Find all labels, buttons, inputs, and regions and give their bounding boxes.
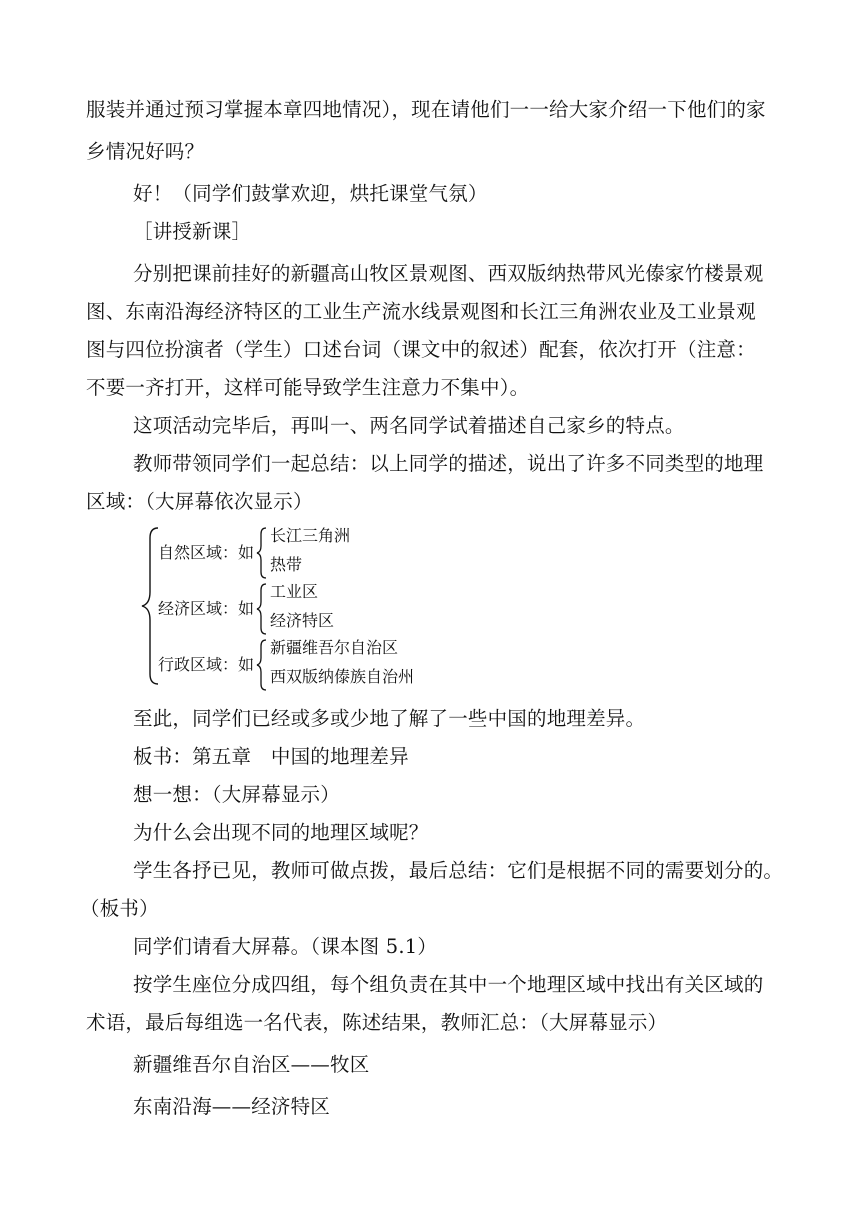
paragraph-line: 这项活动完毕后，再叫一、两名同学试着描述自己家乡的特点。 [133, 414, 685, 437]
natural-region-label: 自然区域：如 [158, 543, 255, 562]
paragraph-line: 不要一齐打开，这样可能导致学生注意力不集中）。 [86, 376, 530, 399]
paragraph-line: 区域：（大屏幕依次显示） [86, 490, 313, 513]
paragraph-line: 东南沿海——经济特区 [133, 1095, 331, 1118]
natural-region-item: 长江三角洲 [270, 526, 351, 545]
paragraph-line: 学生各抒已见，教师可做点拨，最后总结：它们是根据不同的需要划分的。 [133, 859, 784, 882]
region-classification-diagram [140, 522, 460, 692]
paragraph-line: 同学们请看大屏幕。（课本图 5.1） [133, 935, 438, 958]
economic-region-label: 经济区域：如 [158, 599, 255, 618]
paragraph-line: 至此，同学们已经或多或少地了解了一些中国的地理差异。 [133, 707, 646, 730]
paragraph-line: 服装并通过预习掌握本章四地情况），现在请他们一一给大家介绍一下他们的家 [86, 98, 766, 121]
section-heading: ［讲授新课］ [133, 220, 252, 243]
paragraph-line: 分别把课前挂好的新疆高山牧区景观图、西双版纳热带风光傣家竹楼景观 [133, 262, 764, 285]
paragraph-line: 新疆维吾尔自治区——牧区 [133, 1053, 370, 1076]
paragraph-line: （板书） [80, 897, 159, 920]
administrative-region-item: 西双版纳傣族自治州 [270, 667, 415, 686]
paragraph-line: 为什么会出现不同的地理区域呢？ [133, 821, 429, 844]
paragraph-line: 图与四位扮演者（学生）口述台词（课文中的叙述）配套，依次打开（注意： [86, 338, 756, 361]
paragraph-line: 教师带领同学们一起总结：以上同学的描述，说出了许多不同类型的地理 [133, 452, 764, 475]
paragraph-line: 好！（同学们鼓掌欢迎，烘托课堂气氛） [133, 182, 488, 205]
paragraph-line: 乡情况好吗？ [86, 140, 205, 163]
natural-region-item: 热带 [270, 555, 303, 574]
economic-region-item: 工业区 [270, 582, 319, 601]
economic-region-item: 经济特区 [270, 611, 335, 630]
paragraph-line: 想一想：（大屏幕显示） [133, 783, 340, 806]
blackboard-note: 板书：第五章 中国的地理差异 [133, 745, 409, 768]
paragraph-line: 按学生座位分成四组，每个组负责在其中一个地理区域中找出有关区域的 [133, 973, 764, 996]
paragraph-line: 术语，最后每组选一名代表，陈述结果，教师汇总：（大屏幕显示） [86, 1011, 668, 1034]
paragraph-line: 图、东南沿海经济特区的工业生产流水线景观图和长江三角洲农业及工业景观 [86, 300, 756, 323]
administrative-region-item: 新疆维吾尔自治区 [270, 638, 399, 657]
administrative-region-label: 行政区域：如 [158, 655, 255, 674]
